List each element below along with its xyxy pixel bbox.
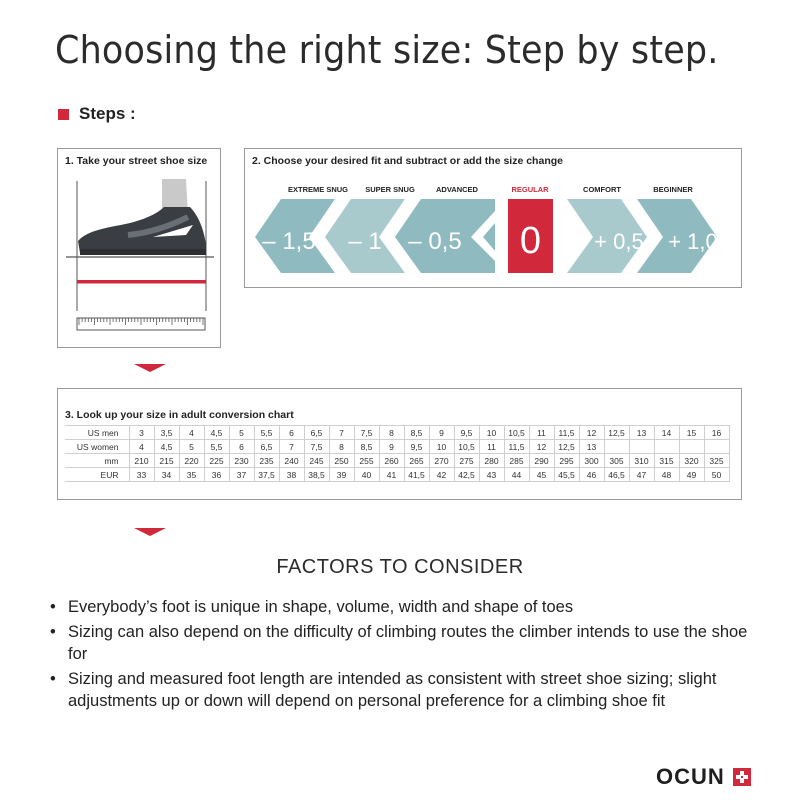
table-cell: 8,5 bbox=[354, 440, 379, 454]
table-cell: 265 bbox=[404, 454, 429, 468]
table-cell bbox=[629, 440, 654, 454]
table-row bbox=[65, 426, 729, 440]
table-row bbox=[65, 468, 729, 482]
factor-item: • Sizing and measured foot length are intended as consistent with street shoe sizing; slight adjustments up or down will depend on personal preference for a climbing shoe fit bbox=[50, 668, 750, 712]
table-cell: 42 bbox=[429, 468, 454, 482]
fit-label-super-snug: SUPER SNUG bbox=[365, 185, 415, 194]
table-cell: 45 bbox=[529, 468, 554, 482]
table-cell: 5 bbox=[229, 426, 254, 440]
table-cell: 11 bbox=[529, 426, 554, 440]
table-cell: 47 bbox=[629, 468, 654, 482]
table-cell: 41,5 bbox=[404, 468, 429, 482]
table-cell: 220 bbox=[179, 454, 204, 468]
brand-logo bbox=[656, 764, 751, 790]
table-cell: 7,5 bbox=[304, 440, 329, 454]
fit-label-regular: REGULAR bbox=[511, 185, 549, 194]
brand-cross-icon bbox=[733, 768, 751, 786]
table-cell: 4 bbox=[179, 426, 204, 440]
fit-value-regular: 0 bbox=[519, 220, 542, 262]
table-cell: 39 bbox=[329, 468, 354, 482]
red-square-icon bbox=[58, 109, 69, 120]
step1-title: 1. Take your street shoe size bbox=[65, 155, 208, 167]
table-cell: 46 bbox=[579, 468, 604, 482]
table-cell: 3,5 bbox=[154, 426, 179, 440]
table-cell: 6,5 bbox=[304, 426, 329, 440]
ruler-icon bbox=[77, 318, 205, 330]
table-cell: 38 bbox=[279, 468, 304, 482]
table-cell: 275 bbox=[454, 454, 479, 468]
fit-value-super-snug: – 1 bbox=[348, 228, 382, 255]
table-cell: 13 bbox=[579, 440, 604, 454]
step3-title: 3. Look up your size in adult conversion chart bbox=[65, 409, 294, 421]
table-cell: 33 bbox=[129, 468, 154, 482]
fit-label-comfort: COMFORT bbox=[583, 185, 621, 194]
table-cell bbox=[654, 440, 679, 454]
table-cell: 300 bbox=[579, 454, 604, 468]
table-cell: 7,5 bbox=[354, 426, 379, 440]
table-cell: 3 bbox=[129, 426, 154, 440]
table-cell: 285 bbox=[504, 454, 529, 468]
table-row bbox=[65, 454, 729, 468]
table-cell: 320 bbox=[679, 454, 704, 468]
table-cell: 5,5 bbox=[204, 440, 229, 454]
table-cell: 230 bbox=[229, 454, 254, 468]
table-cell: 9,5 bbox=[454, 426, 479, 440]
table-cell: 50 bbox=[704, 468, 729, 482]
table-cell: 235 bbox=[254, 454, 279, 468]
table-cell: 215 bbox=[154, 454, 179, 468]
fit-label-extreme-snug: EXTREME SNUG bbox=[287, 185, 348, 194]
table-cell: 34 bbox=[154, 468, 179, 482]
arrow-down-icon-2 bbox=[134, 528, 166, 536]
table-cell: 14 bbox=[654, 426, 679, 440]
row-header: US women bbox=[65, 440, 129, 454]
table-cell: 5 bbox=[179, 440, 204, 454]
step2-title: 2. Choose your desired fit and subtract or add the size change bbox=[252, 155, 563, 167]
table-cell: 6 bbox=[279, 426, 304, 440]
table-cell: 295 bbox=[554, 454, 579, 468]
table-cell: 35 bbox=[179, 468, 204, 482]
shoe-measure-illustration bbox=[58, 171, 219, 341]
table-cell: 250 bbox=[329, 454, 354, 468]
fit-label-advanced: ADVANCED bbox=[436, 185, 478, 194]
fit-value-comfort: + 0,5 bbox=[594, 229, 644, 254]
table-cell: 9 bbox=[379, 440, 404, 454]
table-cell: 38,5 bbox=[304, 468, 329, 482]
fit-value-advanced: – 0,5 bbox=[408, 228, 462, 255]
table-cell: 270 bbox=[429, 454, 454, 468]
table-cell: 225 bbox=[204, 454, 229, 468]
table-cell: 46,5 bbox=[604, 468, 629, 482]
table-row bbox=[65, 440, 729, 454]
table-cell: 49 bbox=[679, 468, 704, 482]
fit-value-beginner: + 1,0 bbox=[668, 229, 718, 254]
table-cell: 41 bbox=[379, 468, 404, 482]
table-cell: 290 bbox=[529, 454, 554, 468]
table-cell: 10,5 bbox=[504, 426, 529, 440]
table-cell: 310 bbox=[629, 454, 654, 468]
table-cell: 15 bbox=[679, 426, 704, 440]
table-cell: 8 bbox=[329, 440, 354, 454]
table-cell: 42,5 bbox=[454, 468, 479, 482]
table-cell: 210 bbox=[129, 454, 154, 468]
table-cell: 10,5 bbox=[454, 440, 479, 454]
table-cell: 6,5 bbox=[254, 440, 279, 454]
table-cell: 11,5 bbox=[554, 426, 579, 440]
steps-label: Steps : bbox=[79, 104, 136, 123]
table-cell: 260 bbox=[379, 454, 404, 468]
table-cell: 315 bbox=[654, 454, 679, 468]
table-cell: 12 bbox=[529, 440, 554, 454]
table-cell: 4,5 bbox=[154, 440, 179, 454]
table-cell: 7 bbox=[279, 440, 304, 454]
steps-heading bbox=[58, 104, 136, 124]
step2-panel bbox=[244, 148, 742, 288]
table-cell: 9,5 bbox=[404, 440, 429, 454]
fit-label-beginner: BEGINNER bbox=[653, 185, 693, 194]
table-cell: 37,5 bbox=[254, 468, 279, 482]
table-cell: 13 bbox=[629, 426, 654, 440]
factors-title: FACTORS TO CONSIDER bbox=[276, 556, 524, 578]
row-header: mm bbox=[65, 454, 129, 468]
fit-chevrons bbox=[245, 197, 741, 277]
factor-item: • Everybody’s foot is unique in shape, volume, width and shape of toes bbox=[50, 596, 750, 618]
table-cell: 12,5 bbox=[604, 426, 629, 440]
table-cell: 37 bbox=[229, 468, 254, 482]
table-cell bbox=[704, 440, 729, 454]
size-conversion-table bbox=[65, 425, 730, 482]
table-cell bbox=[679, 440, 704, 454]
table-cell: 5,5 bbox=[254, 426, 279, 440]
fit-value-extreme-snug: – 1,5 bbox=[262, 228, 316, 255]
table-cell: 12,5 bbox=[554, 440, 579, 454]
table-cell: 36 bbox=[204, 468, 229, 482]
table-cell: 40 bbox=[354, 468, 379, 482]
length-marker bbox=[77, 280, 206, 284]
table-cell: 8 bbox=[379, 426, 404, 440]
table-cell: 7 bbox=[329, 426, 354, 440]
brand-name: OCUN bbox=[656, 764, 725, 789]
table-cell: 245 bbox=[304, 454, 329, 468]
table-cell: 280 bbox=[479, 454, 504, 468]
arrow-down-icon bbox=[134, 364, 166, 372]
table-cell: 4 bbox=[129, 440, 154, 454]
step1-panel bbox=[57, 148, 221, 348]
table-cell: 9 bbox=[429, 426, 454, 440]
table-cell: 240 bbox=[279, 454, 304, 468]
table-cell: 255 bbox=[354, 454, 379, 468]
table-cell: 8,5 bbox=[404, 426, 429, 440]
page-title: Choosing the right size: Step by step. bbox=[55, 28, 719, 72]
table-cell bbox=[604, 440, 629, 454]
table-cell: 11,5 bbox=[504, 440, 529, 454]
table-cell: 325 bbox=[704, 454, 729, 468]
table-cell: 43 bbox=[479, 468, 504, 482]
factors-list bbox=[50, 596, 750, 715]
table-cell: 10 bbox=[479, 426, 504, 440]
table-cell: 44 bbox=[504, 468, 529, 482]
table-cell: 48 bbox=[654, 468, 679, 482]
table-cell: 4,5 bbox=[204, 426, 229, 440]
table-cell: 305 bbox=[604, 454, 629, 468]
row-header: US men bbox=[65, 426, 129, 440]
table-cell: 12 bbox=[579, 426, 604, 440]
fit-labels bbox=[245, 185, 741, 197]
table-cell: 10 bbox=[429, 440, 454, 454]
step3-panel bbox=[57, 388, 742, 500]
factor-item: • Sizing can also depend on the difficulty of climbing routes the climber intends to use the shoe for bbox=[50, 621, 750, 665]
table-cell: 11 bbox=[479, 440, 504, 454]
table-cell: 6 bbox=[229, 440, 254, 454]
row-header: EUR bbox=[65, 468, 129, 482]
table-cell: 45,5 bbox=[554, 468, 579, 482]
table-cell: 16 bbox=[704, 426, 729, 440]
